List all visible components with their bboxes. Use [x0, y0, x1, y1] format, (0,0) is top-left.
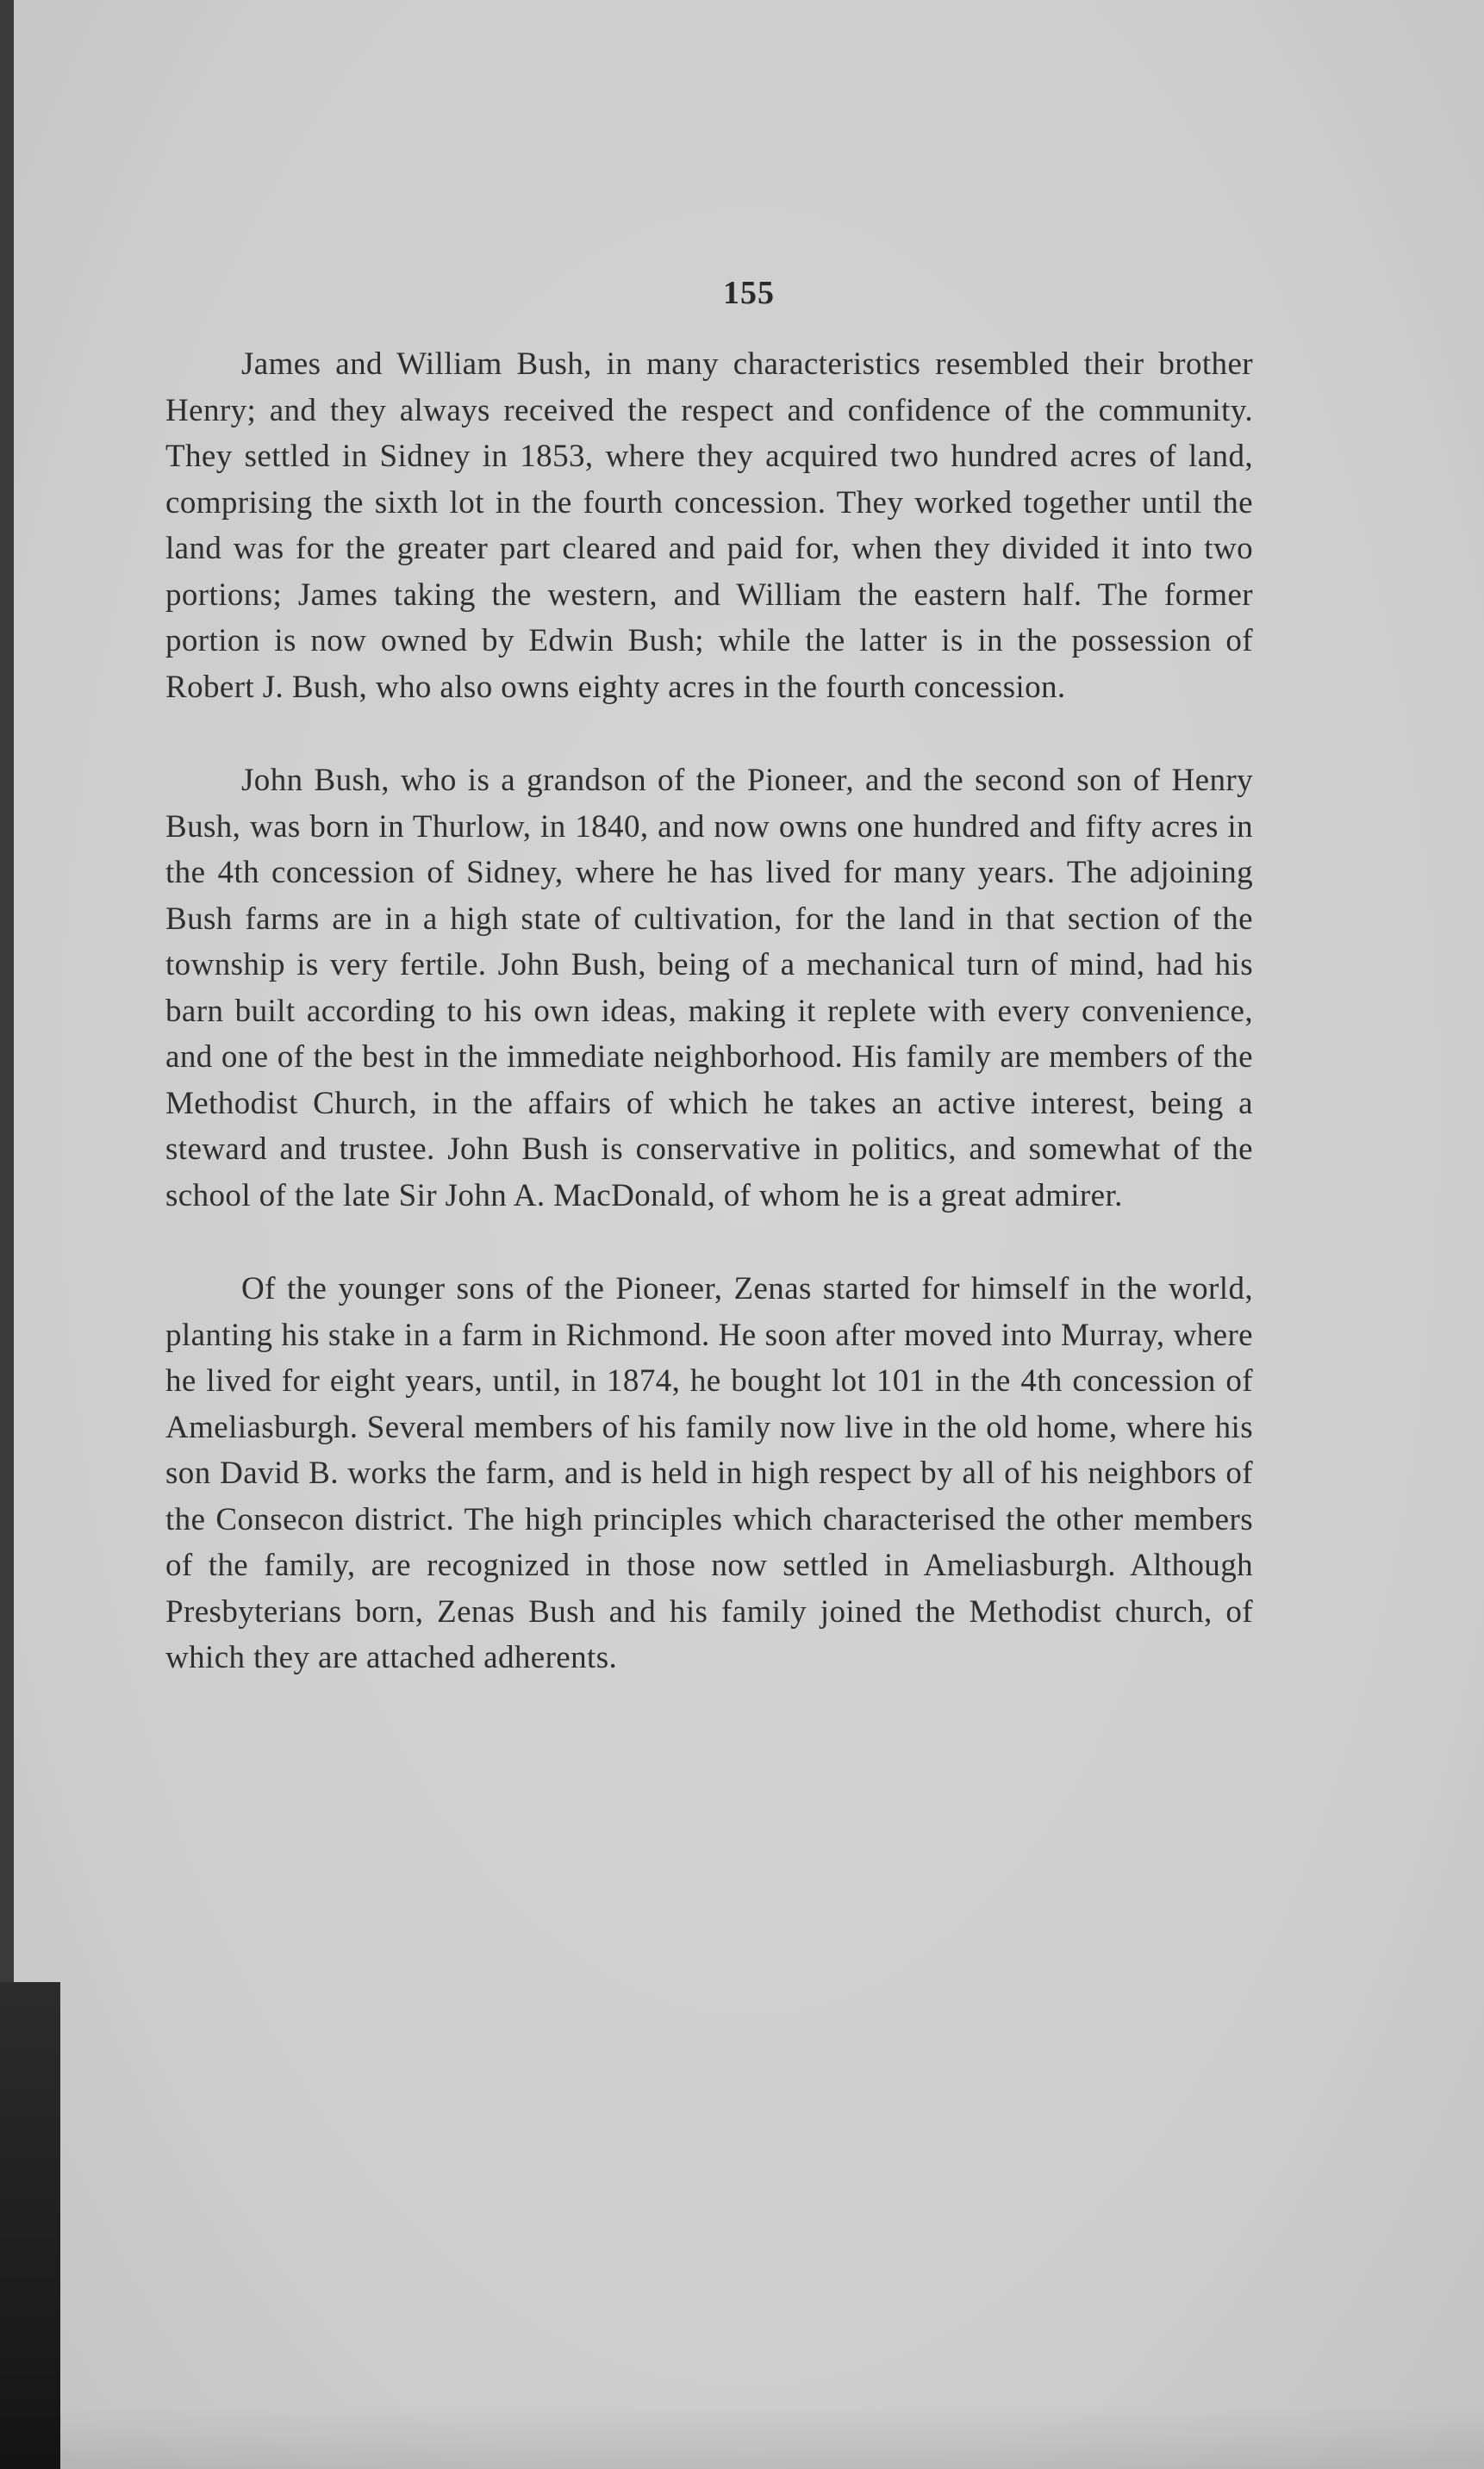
book-page — [14, 0, 1484, 2469]
paragraph-john-bush: John Bush, who is a grandson of the Pioneer, and the second son of Henry Bush, was born in Thurlow, in 1840, and now owns one hundred and fifty acres in the 4th concession of Sidney, where he has lived for many years. The adjoining Bush farms are in a high state of cultivation, for the land in that section of the township is very fertile. John Bush, being of a mechanical turn of mind, had his barn built according to his own ideas, making it replete with every convenience, and one of the best in the immediate neighborhood. His family are members of the Methodist Church, in the affairs of which he takes an active interest, being a steward and trustee. John Bush is conservative in politics, and somewhat of the school of the late Sir John A. MacDonald, of whom he is a great admirer. — [165, 763, 1253, 1213]
body-text — [165, 341, 1253, 1681]
page-bottom-shadow — [60, 2404, 1484, 2469]
paragraph-zenas-bush: Of the younger sons of the Pioneer, Zenas started for himself in the world, planting his stake in a farm in Richmond. He soon after moved into Murray, where he lived for eight years, until, in 1874, he bought lot 101 in the 4th concession of Ameliasburgh. Several members of his family now live in the old home, where his son David B. works the farm, and is held in high respect by all of his neighbors of the Consecon district. The high principles which characterised the other members of the family, are recognized in those now settled in Ameliasburgh. Although Presbyterians born, Zenas Bush and his family joined the Methodist church, of which they are attached adherents. — [165, 1271, 1253, 1675]
binding-shadow — [0, 1982, 60, 2469]
paragraph-james-william-bush: James and William Bush, in many characteristics resembled their brother Henry; and they always received the respect and confidence of the community. They settled in Sidney in 1853, where they acquired two hundred acres of land, comprising the sixth lot in the fourth concession. They worked together until the land was for the greater part cleared and paid for, when they divided it into two portions; James taking the western, and William the eastern half. The former portion is now owned by Edwin Bush; while the latter is in the possession of Robert J. Bush, who also owns eighty acres in the fourth concession. — [165, 346, 1253, 705]
page-number: 155 — [723, 275, 775, 311]
